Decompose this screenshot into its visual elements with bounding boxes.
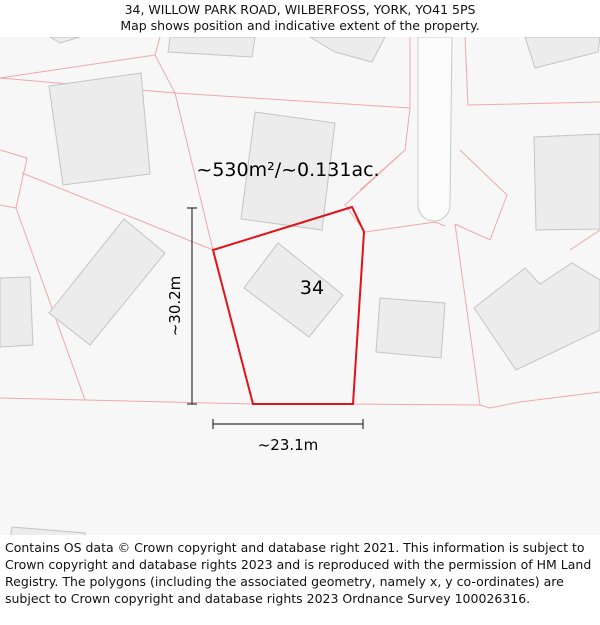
map-canvas[interactable] (0, 37, 600, 535)
building-far-left (0, 277, 33, 347)
width-dimension (213, 419, 363, 429)
property-address: 34, WILLOW PARK ROAD, WILBERFOSS, YORK, YO41 5PS (124, 2, 476, 17)
building-top-right (310, 37, 385, 62)
map-subtitle: Map shows position and indicative extent of the property. (120, 18, 480, 33)
area-label: ~530m²/~0.131ac. (196, 159, 380, 181)
building-subject-house (244, 243, 343, 337)
house-number-label: 34 (299, 277, 325, 299)
building-bottom-left (10, 527, 85, 535)
map-header (0, 0, 600, 38)
building-right-house (534, 134, 600, 230)
building-left-house (49, 73, 150, 185)
building-west-house (49, 219, 165, 345)
width-label: ~23.1m (257, 436, 319, 454)
height-label: ~30.2m (166, 275, 184, 337)
building-top-mid (168, 37, 255, 57)
building-east-house (474, 263, 600, 370)
height-dimension (187, 208, 197, 404)
building-nw-top (50, 37, 80, 43)
building-far-top-right (525, 37, 600, 68)
copyright-notice: Contains OS data © Crown copyright and database right 2021. This information is subject to Crown copyright and database rights 2023 and is reproduced with the permission of HM Land Registry. The polygons (including the associated geometry, namely x, y co-ordinates) are subject to Crown copyright and database rights 2023 Ordnance Survey 100026316. (5, 540, 592, 606)
road (418, 37, 452, 221)
building-garage (376, 298, 445, 358)
